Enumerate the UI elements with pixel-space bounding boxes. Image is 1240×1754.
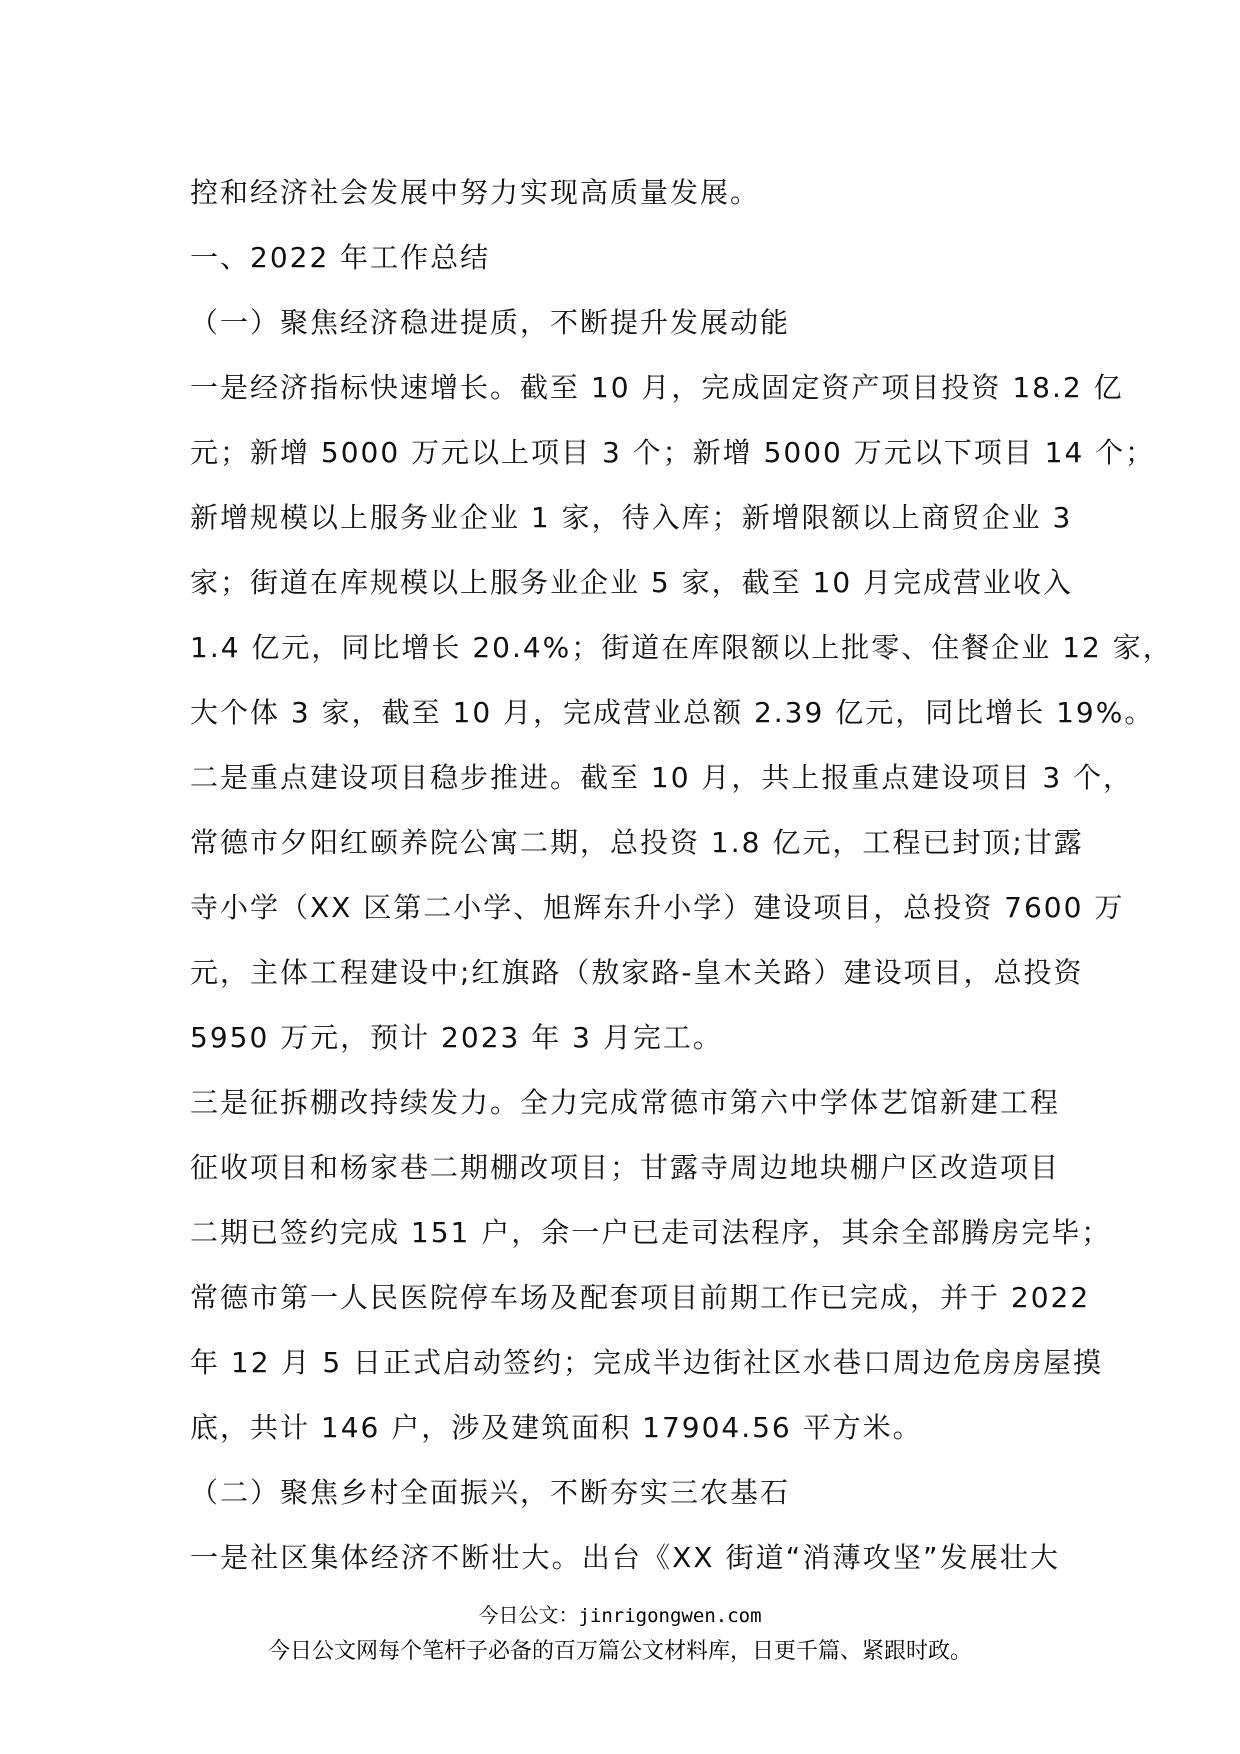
footer-site-url[interactable]: jinrigongwen.com	[578, 1605, 762, 1627]
text-line: （一）聚焦经济稳进提质，不断提升发展动能	[190, 306, 791, 339]
footer-site-label: 今日公文：	[478, 1603, 579, 1627]
text-line: 常德市夕阳红颐养院公寓二期，总投资 1.8 亿元，工程已封顶;甘露	[190, 826, 1084, 859]
text-line: 底，共计 146 户，涉及建筑面积 17904.56 平方米。	[190, 1411, 923, 1444]
document-body	[190, 160, 1173, 1590]
text-line: 元，主体工程建设中;红旗路（敖家路-皇木关路）建设项目，总投资	[190, 956, 1084, 989]
text-line: 常德市第一人民医院停车场及配套项目前期工作已完成，并于 2022	[190, 1281, 1091, 1314]
text-line: 一是经济指标快速增长。截至 10 月，完成固定资产项目投资 18.2 亿	[190, 371, 1124, 404]
text-line: 控和经济社会发展中努力实现高质量发展。	[190, 176, 761, 209]
text-line: 征收项目和杨家巷二期棚改项目；甘露寺周边地块棚户区改造项目	[190, 1151, 1061, 1184]
text-line: 1.4 亿元，同比增长 20.4%；街道在库限额以上批零、住餐企业 12 家，	[190, 631, 1173, 664]
text-line: 5950 万元，预计 2023 年 3 月完工。	[190, 1021, 723, 1054]
text-line: 寺小学（XX 区第二小学、旭辉东升小学）建设项目，总投资 7600 万	[190, 891, 1125, 924]
text-line: 新增规模以上服务业企业 1 家，待入库；新增限额以上商贸企业 3	[190, 501, 1073, 534]
text-line: 二是重点建设项目稳步推进。截至 10 月，共上报重点建设项目 3 个，	[190, 761, 1134, 794]
text-line: 家；街道在库规模以上服务业企业 5 家，截至 10 月完成营业收入	[190, 566, 1074, 599]
text-line: 三是征拆棚改持续发力。全力完成常德市第六中学体艺馆新建工程	[190, 1086, 1061, 1119]
footer-site-line	[0, 1600, 1240, 1631]
text-line: 大个体 3 家，截至 10 月，完成营业总额 2.39 亿元，同比增长 19%。	[190, 696, 1155, 729]
text-line: 年 12 月 5 日正式启动签约；完成半边街社区水巷口周边危房房屋摸	[190, 1346, 1104, 1379]
text-line: 二期已签约完成 151 户，余一户已走司法程序，其余全部腾房完毕；	[190, 1216, 1112, 1249]
text-line: 一、2022 年工作总结	[190, 241, 491, 274]
text-line: 元；新增 5000 万元以上项目 3 个；新增 5000 万元以下项目 14 个；	[190, 436, 1156, 469]
text-line: （二）聚焦乡村全面振兴，不断夯实三农基石	[190, 1476, 791, 1509]
text-line: 一是社区集体经济不断壮大。出台《XX 街道“消薄攻坚”发展壮大	[190, 1541, 1060, 1574]
footer-slogan: 今日公文网每个笔杆子必备的百万篇公文材料库，日更千篇、紧跟时政。	[267, 1639, 972, 1664]
